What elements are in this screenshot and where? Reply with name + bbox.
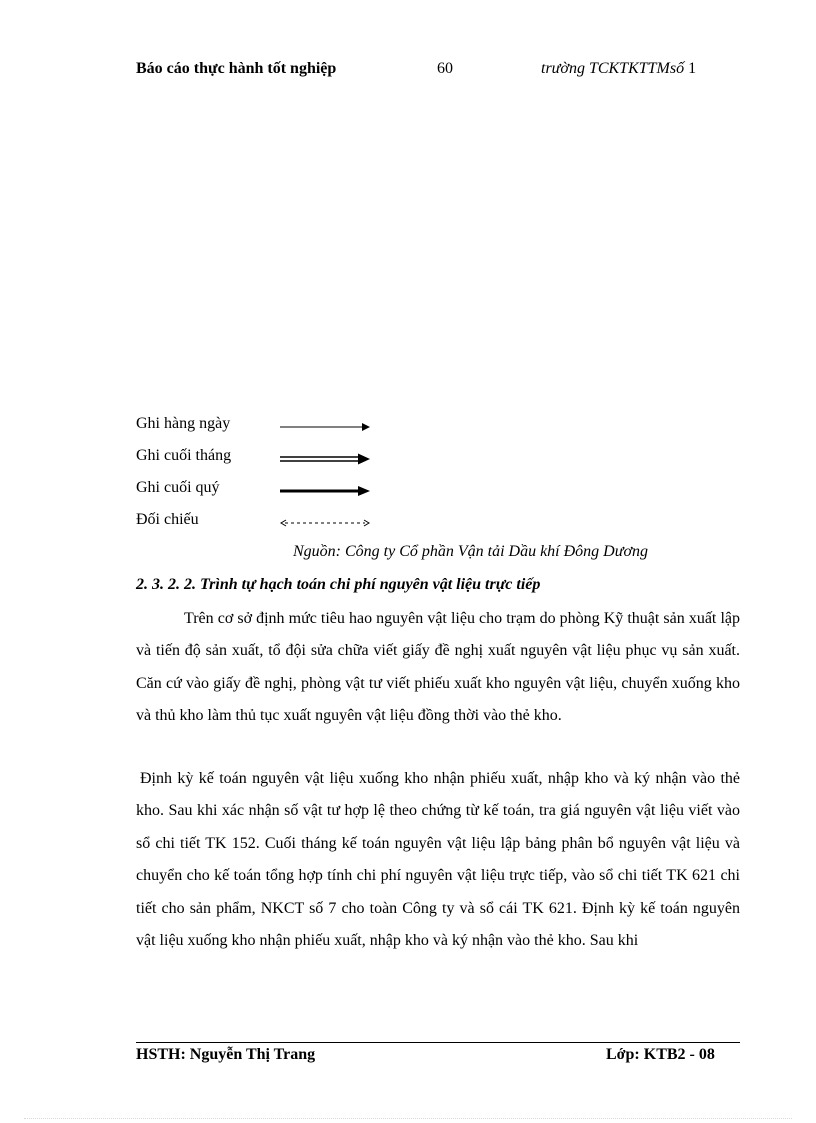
header-title: Báo cáo thực hành tốt nghiệp: [136, 60, 337, 77]
legend-label: Ghi cuối tháng: [136, 447, 232, 464]
body-paragraph: Trên cơ sở định mức tiêu hao nguyên vật liệu cho trạm do phòng Kỹ thuật sản xuất lập và tiến độ sản xuất, tổ đội sửa chữa viết giấy đề nghị xuất nguyên vật liệu phục vụ sản xuất. Căn cứ vào giấy đề nghị, phòng vật tư viết phiếu xuất kho nguyên vật liệu, chuyển xuống kho và thủ kho làm thủ tục xuất nguyên vật liệu đồng thời vào thẻ kho.: [136, 610, 740, 725]
source-note: Nguồn: Công ty Cổ phần Vận tải Dầu khí Đông Dương: [292, 543, 648, 560]
page-number: 60: [437, 60, 453, 77]
legend-label: Đối chiếu: [136, 511, 199, 528]
legend-row-monthly: [136, 447, 396, 471]
header-school: [541, 60, 696, 78]
legend-label: Ghi hàng ngày: [136, 415, 231, 432]
dashed-double-arrow-icon: [280, 517, 370, 529]
header-school-number: 1: [688, 60, 697, 77]
section-heading: 2. 3. 2. 2. Trình tự hạch toán chi phí nguyên vật liệu trực tiếp: [136, 576, 541, 593]
legend-row-quarterly: [136, 479, 396, 503]
footer-divider: [136, 1042, 740, 1043]
page-edge-divider: [24, 1118, 792, 1119]
legend-row-reconcile: [136, 511, 396, 535]
footer-class: Lớp: KTB2 - 08: [606, 1046, 715, 1063]
legend-label: Ghi cuối quý: [136, 479, 220, 496]
thick-arrow-icon: [280, 485, 370, 497]
double-arrow-icon: [280, 453, 370, 465]
thin-arrow-icon: [280, 421, 370, 433]
body-paragraph: Định kỳ kế toán nguyên vật liệu xuống kho nhận phiếu xuất, nhập kho và ký nhận vào thẻ kho. Sau khi xác nhận số vật tư hợp lệ theo chứng từ kế toán, tra giá nguyên vật liệu viết vào sổ chi tiết TK 152. Cuối tháng kế toán nguyên vật liệu lập bảng phân bổ nguyên vật liệu và chuyển cho kế toán tổng hợp tính chi phí nguyên vật liệu trực tiếp, vào sổ chi tiết TK 621 chi tiết cho sản phẩm, NKCT số 7 cho toàn Công ty và sổ cái TK 621. Định kỳ kế toán nguyên vật liệu xuống kho nhận phiếu xuất, nhập kho và ký nhận vào thẻ kho. Sau khi: [136, 770, 740, 950]
legend-row-daily: [136, 415, 396, 439]
header-school-text: trường TCKTKTTMsố: [541, 60, 685, 77]
footer-student: HSTH: Nguyễn Thị Trang: [136, 1046, 316, 1063]
